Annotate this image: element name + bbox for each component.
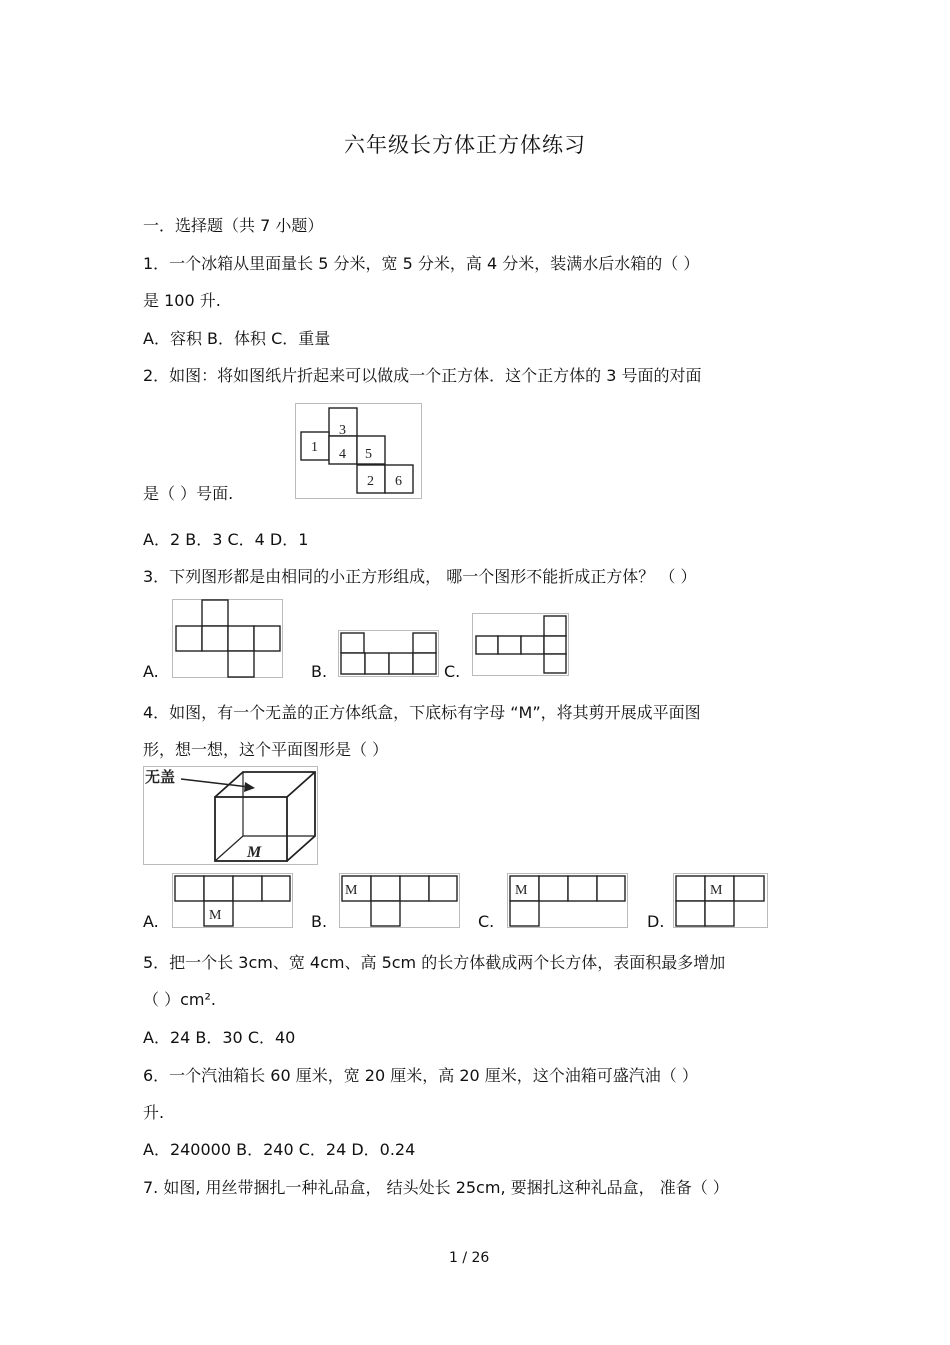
net-label-6: 6: [395, 474, 402, 489]
question-3-figure-c: [472, 613, 570, 677]
question-4-option-c-label: C.: [478, 912, 495, 931]
question-2-line-2: 是（ ）号面.: [143, 484, 234, 503]
question-7-line-1: 7. 如图, 用丝带捆扎一种礼品盒， 结头处长 25cm, 要捆扎这种礼品盒， 准备（ ）: [143, 1178, 729, 1197]
question-4-figure-d: [673, 873, 769, 929]
question-5-line-1: 5．把一个长 3cm、宽 4cm、高 5cm 的长方体截成两个长方体，表面积最多增加: [143, 953, 726, 972]
svg-text:M: M: [710, 883, 723, 898]
page-title: 六年级长方体正方体练习: [344, 133, 586, 157]
section-heading: 一．选择题（共 7 小题）: [143, 216, 324, 235]
question-4-open-box-figure: [143, 766, 319, 866]
svg-text:M: M: [515, 883, 528, 898]
question-4-figure-b: [339, 873, 461, 929]
net-label-5: 5: [365, 447, 372, 462]
question-4-line-1: 4．如图，有一个无盖的正方体纸盒，下底标有字母 “M”，将其剪开展成平面图: [143, 703, 701, 722]
question-3-figure-a: [172, 599, 284, 679]
question-4-option-d-label: D.: [647, 912, 665, 931]
question-4-figure-c: [507, 873, 629, 929]
question-1-options: A．容积 B．体积 C．重量: [143, 329, 331, 348]
question-1-line-1: 1．一个冰箱从里面量长 5 分米，宽 5 分米，高 4 分米，装满水后水箱的（ ）: [143, 254, 700, 273]
question-3-option-a-label: A.: [143, 662, 159, 681]
net-label-1: 1: [311, 440, 318, 455]
question-2-line-1: 2．如图：将如图纸片折起来可以做成一个正方体．这个正方体的 3 号面的对面: [143, 366, 702, 385]
svg-text:M: M: [345, 883, 358, 898]
question-6-line-2: 升.: [143, 1103, 165, 1122]
question-6-line-1: 6．一个汽油箱长 60 厘米，宽 20 厘米，高 20 厘米，这个油箱可盛汽油（ ）: [143, 1066, 698, 1085]
question-2-cube-net-figure: [295, 403, 423, 500]
question-3-option-b-label: B.: [311, 662, 328, 681]
question-5-line-2: （ ）cm².: [143, 990, 216, 1009]
question-4-option-a-label: A.: [143, 912, 159, 931]
question-4-option-b-label: B.: [311, 912, 328, 931]
question-3-option-c-label: C.: [444, 662, 461, 681]
net-label-2: 2: [367, 474, 374, 489]
letter-m-on-box: M: [247, 844, 262, 861]
question-1-line-2: 是 100 升.: [143, 291, 221, 310]
net-label-4: 4: [339, 447, 346, 462]
question-5-options: A．24 B．30 C．40: [143, 1028, 296, 1047]
question-6-options: A．240000 B．240 C．24 D．0.24: [143, 1140, 416, 1159]
question-3-figure-b: [338, 630, 440, 678]
net-label-3: 3: [339, 423, 346, 438]
lid-label: 无盖: [145, 768, 176, 786]
svg-text:M: M: [209, 908, 222, 923]
question-4-figure-a: [172, 873, 294, 929]
question-2-options: A．2 B．3 C．4 D．1: [143, 530, 309, 549]
page-number: 1 / 26: [449, 1250, 490, 1266]
question-4-line-2: 形，想一想，这个平面图形是（ ）: [143, 740, 389, 759]
question-3-line-1: 3．下列图形都是由相同的小正方形组成， 哪一个图形不能折成正方体？ （ ）: [143, 567, 697, 586]
